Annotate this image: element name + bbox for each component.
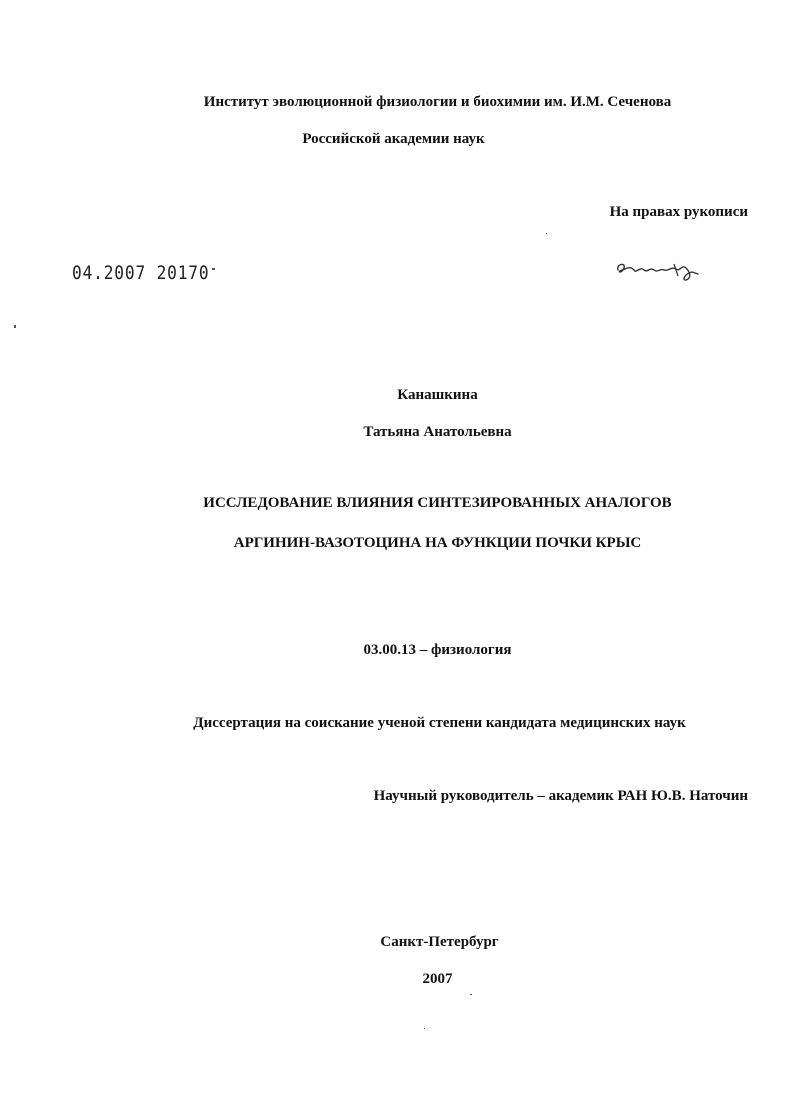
author-given-names: Татьяна Анатольевна bbox=[363, 424, 512, 440]
academy-name: Российской академии наук bbox=[302, 131, 485, 147]
institute-name: Институт эволюционной физиологии и биохимии им. И.М. Сеченова bbox=[203, 94, 672, 110]
specialty-code: 03.00.13 – физиология bbox=[363, 642, 512, 658]
dissertation-title-line-1: ИССЛЕДОВАНИЕ ВЛИЯНИЯ СИНТЕЗИРОВАННЫХ АНАЛОГОВ bbox=[203, 495, 672, 511]
year: 2007 bbox=[422, 971, 453, 987]
registration-number: 04.2007 20170 bbox=[72, 262, 210, 284]
scan-speck bbox=[424, 1028, 425, 1029]
scan-speck bbox=[212, 268, 215, 270]
city: Санкт-Петербург bbox=[380, 934, 499, 950]
scan-speck bbox=[546, 233, 547, 234]
scan-speck bbox=[470, 994, 472, 995]
author-surname: Канашкина bbox=[397, 387, 478, 403]
manuscript-rights-note: На правах рукописи bbox=[609, 204, 748, 220]
handwritten-signature-icon bbox=[614, 256, 700, 284]
dissertation-type: Диссертация на соискание ученой степени кандидата медицинских наук bbox=[193, 715, 686, 731]
scientific-supervisor: Научный руководитель – академик РАН Ю.В. Наточин bbox=[373, 788, 748, 804]
scan-speck bbox=[14, 325, 16, 328]
dissertation-title-line-2: АРГИНИН-ВАЗОТОЦИНА НА ФУНКЦИИ ПОЧКИ КРЫС bbox=[233, 535, 642, 551]
